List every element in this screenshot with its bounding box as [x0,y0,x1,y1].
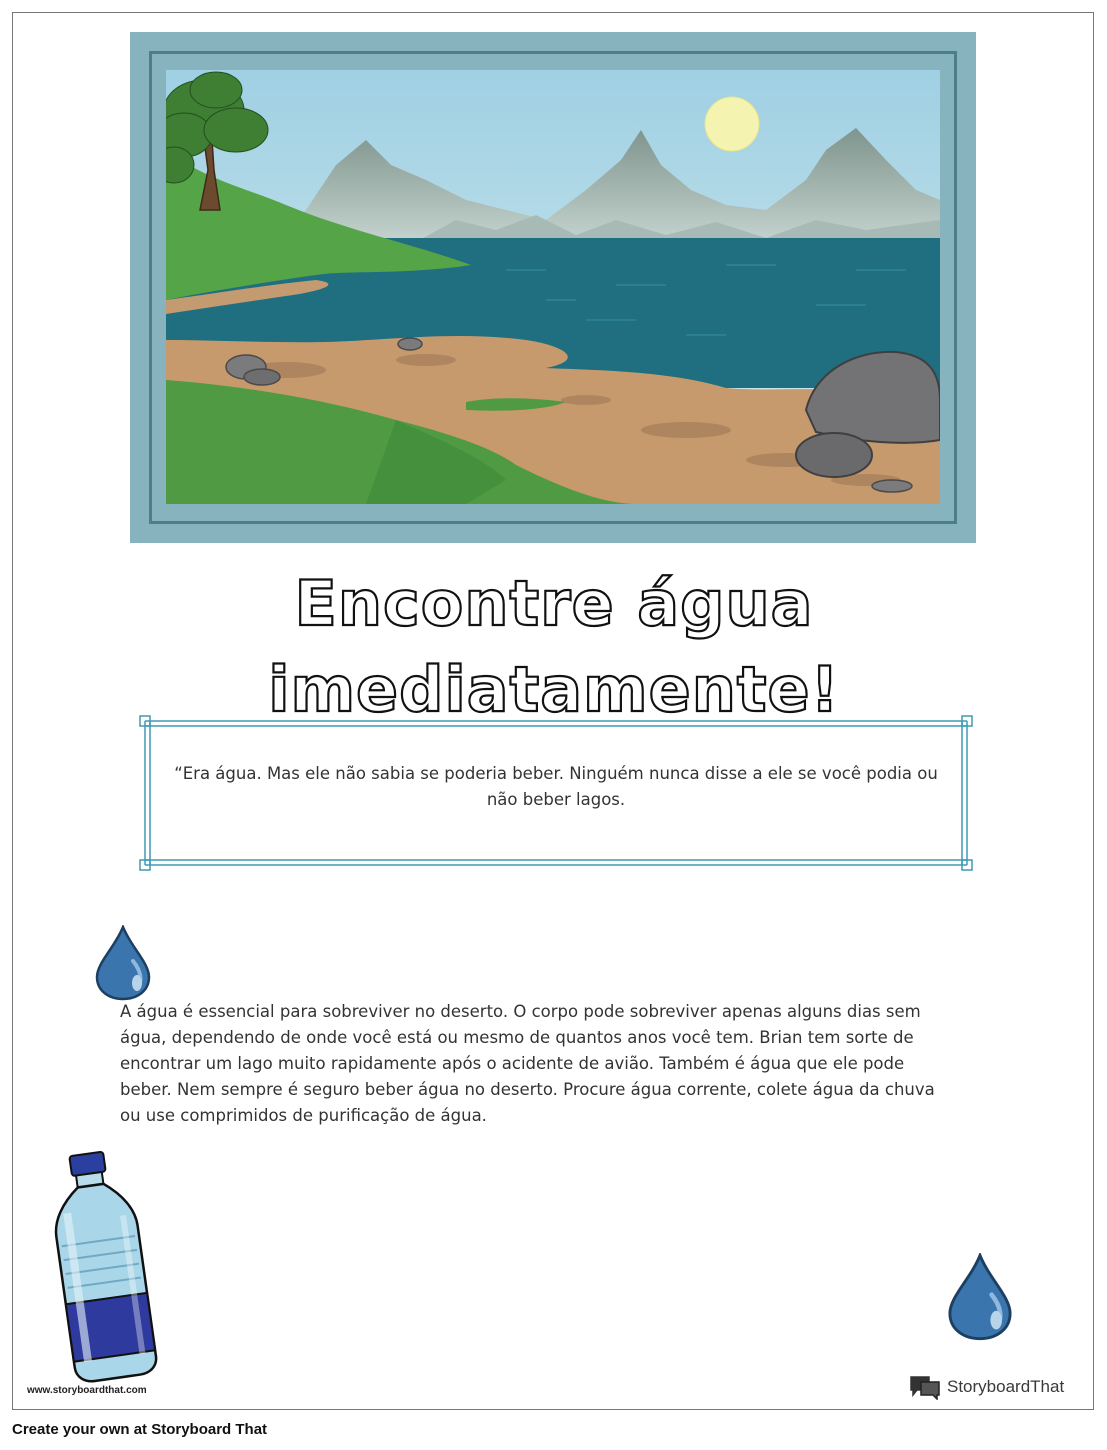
brand-name: StoryboardThat [947,1377,1065,1396]
scene-frame [130,32,976,543]
water-drop-icon [93,925,153,1001]
speech-bubble-logo-icon [909,1374,941,1400]
quote-box [131,713,981,873]
lake-landscape-illustration [166,70,940,504]
brand-logo [909,1373,1064,1401]
site-url: www.storyboardthat.com [27,1385,147,1396]
body-paragraph: A água é essencial para sobreviver no deserto. O corpo pode sobreviver apenas alguns dias sem água, dependendo de onde você está ou mesmo de quantos anos você tem. Brian tem sorte de encontrar um lago muito rapidamente após o acidente de avião. Também é água que ele pode beber. Nem sempre é seguro beber água no deserto. Procure água corrente, colete água da chuva ou use comprimidos de purificação de água. [120,1002,935,1125]
page-title: Encontre água imediatamente! [268,567,840,726]
quote-text: “Era água. Mas ele não sabia se poderia beber. Ninguém nunca disse a ele se você podia ou não beber lagos. [174,764,938,809]
worksheet-page [12,12,1094,1410]
water-drop-icon [945,1253,1015,1341]
water-bottle-icon [31,1149,171,1385]
footer-link[interactable]: Create your own at Storyboard That [12,1421,268,1438]
